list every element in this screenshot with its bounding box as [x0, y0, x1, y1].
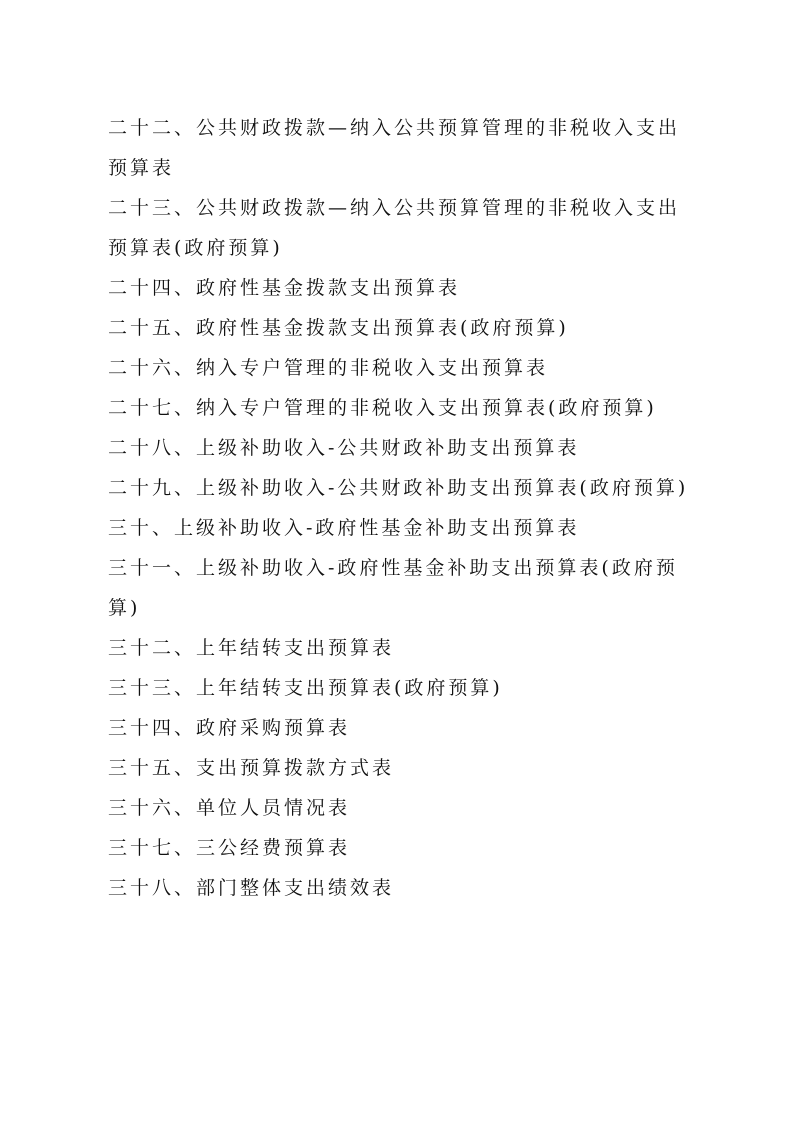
- list-item: 三十八、部门整体支出绩效表: [108, 877, 395, 899]
- list-item: 三十一、上级补助收入-政府性基金补助支出预算表(政府预算): [108, 557, 678, 619]
- list-item: 三十、上级补助收入-政府性基金补助支出预算表: [108, 517, 580, 539]
- list-item: 二十四、政府性基金拨款支出预算表: [108, 277, 461, 299]
- list-item: 三十四、政府采购预算表: [108, 717, 351, 739]
- list-item: 二十三、公共财政拨款—纳入公共预算管理的非税收入支出预算表(政府预算): [108, 197, 681, 259]
- list-item: 三十五、支出预算拨款方式表: [108, 757, 395, 779]
- list-item: 二十五、政府性基金拨款支出预算表(政府预算): [108, 317, 569, 339]
- list-item: 二十六、纳入专户管理的非税收入支出预算表: [108, 357, 549, 379]
- list-item: 二十二、公共财政拨款—纳入公共预算管理的非税收入支出预算表: [108, 117, 681, 179]
- list-item: 三十七、三公经费预算表: [108, 837, 351, 859]
- list-item: 三十三、上年结转支出预算表(政府预算): [108, 677, 503, 699]
- table-of-contents: [108, 108, 698, 908]
- list-item: 二十七、纳入专户管理的非税收入支出预算表(政府预算): [108, 397, 657, 419]
- list-item: 二十九、上级补助收入-公共财政补助支出预算表(政府预算): [108, 477, 689, 499]
- list-item: 三十二、上年结转支出预算表: [108, 637, 395, 659]
- list-item: 三十六、单位人员情况表: [108, 797, 351, 819]
- list-item: 二十八、上级补助收入-公共财政补助支出预算表: [108, 437, 580, 459]
